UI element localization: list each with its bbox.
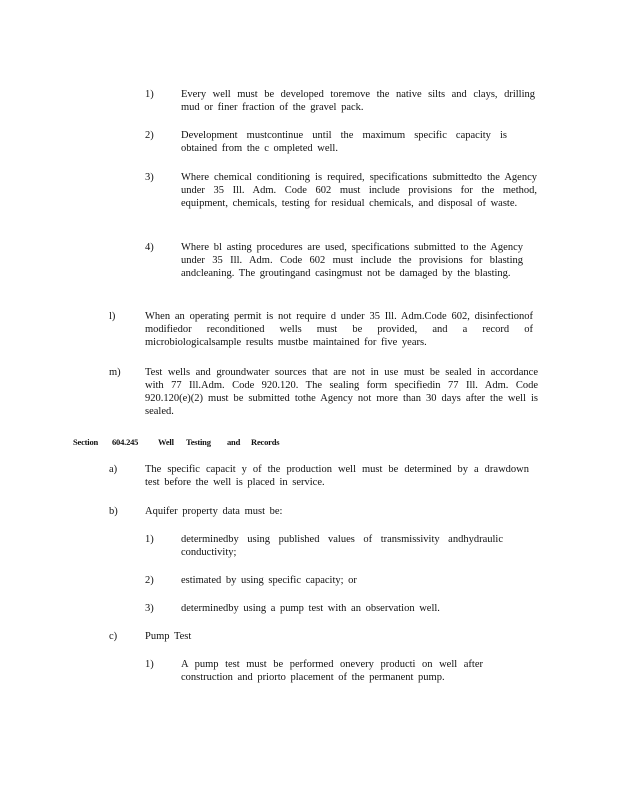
paragraph: The specific capacit y of the production well must be determined by a drawdown test before the well is placed in service. <box>145 464 529 488</box>
item-number: 2) <box>145 575 154 586</box>
item-number: 4) <box>145 242 154 253</box>
item-letter: m) <box>109 367 121 378</box>
paragraph: Pump Test <box>145 631 192 642</box>
section-title-word: Well <box>158 437 174 447</box>
item-letter: c) <box>109 631 118 642</box>
paragraph: Every well must be developed toremove the native silts and clays, drilling mud or finer fraction of the gravel pack. <box>181 89 535 113</box>
paragraph: When an operating permit is not require d under 35 Ill. Adm.Code 602, disinfectionof modifiedor reconditioned wells must be provided, and a record of microbiologicalsample results mustbe maintained for five years. <box>145 311 533 348</box>
paragraph: A pump test must be performed onevery producti on well after construction and priorto placement of the permanent pump. <box>181 659 483 683</box>
item-number: 3) <box>145 172 154 183</box>
section-title-word: and <box>227 437 241 447</box>
item-number: 3) <box>145 603 154 614</box>
item-number: 1) <box>145 534 154 545</box>
item-number: 1) <box>145 89 154 100</box>
section-title-word: Testing <box>186 437 211 447</box>
paragraph: Where chemical conditioning is required, specifications submittedto the Agency under 35 Ill. Adm. Code 602 must include provisions for the method, equipment, chemicals, testing for residual chemicals, and disposal of waste. <box>181 172 537 209</box>
paragraph: determinedby using a pump test with an observation well. <box>181 603 440 614</box>
item-letter: l) <box>109 311 116 322</box>
paragraph: estimated by using specific capacity; or <box>181 575 357 586</box>
section-label: Section <box>73 437 99 447</box>
item-letter: a) <box>109 464 118 475</box>
paragraph: Aquifer property data must be: <box>145 506 283 517</box>
item-number: 2) <box>145 130 154 141</box>
paragraph: determinedby using published values of transmissivity andhydraulic conductivity; <box>181 534 503 558</box>
paragraph: Test wells and groundwater sources that are not in use must be sealed in accordance with 77 Ill.Adm. Code 920.120. The sealing form specifiedin 77 Ill. Adm. Code 920.120(e)(2) must be submitted tothe Agency not more than 30 days after the well is sealed. <box>145 367 538 417</box>
paragraph: Where bl asting procedures are used, specifications submitted to the Agency under 35 Ill. Adm. Code 602 must include the provisions for blasting andcleaning. The groutingand casingmust not be damaged by the blasting. <box>181 242 523 279</box>
paragraph: Development mustcontinue until the maximum specific capacity is obtained from the c ompleted well. <box>181 130 507 154</box>
item-number: 1) <box>145 659 154 670</box>
item-letter: b) <box>109 506 118 517</box>
section-number: 604.245 <box>112 437 139 447</box>
section-title-word: Records <box>251 437 280 447</box>
